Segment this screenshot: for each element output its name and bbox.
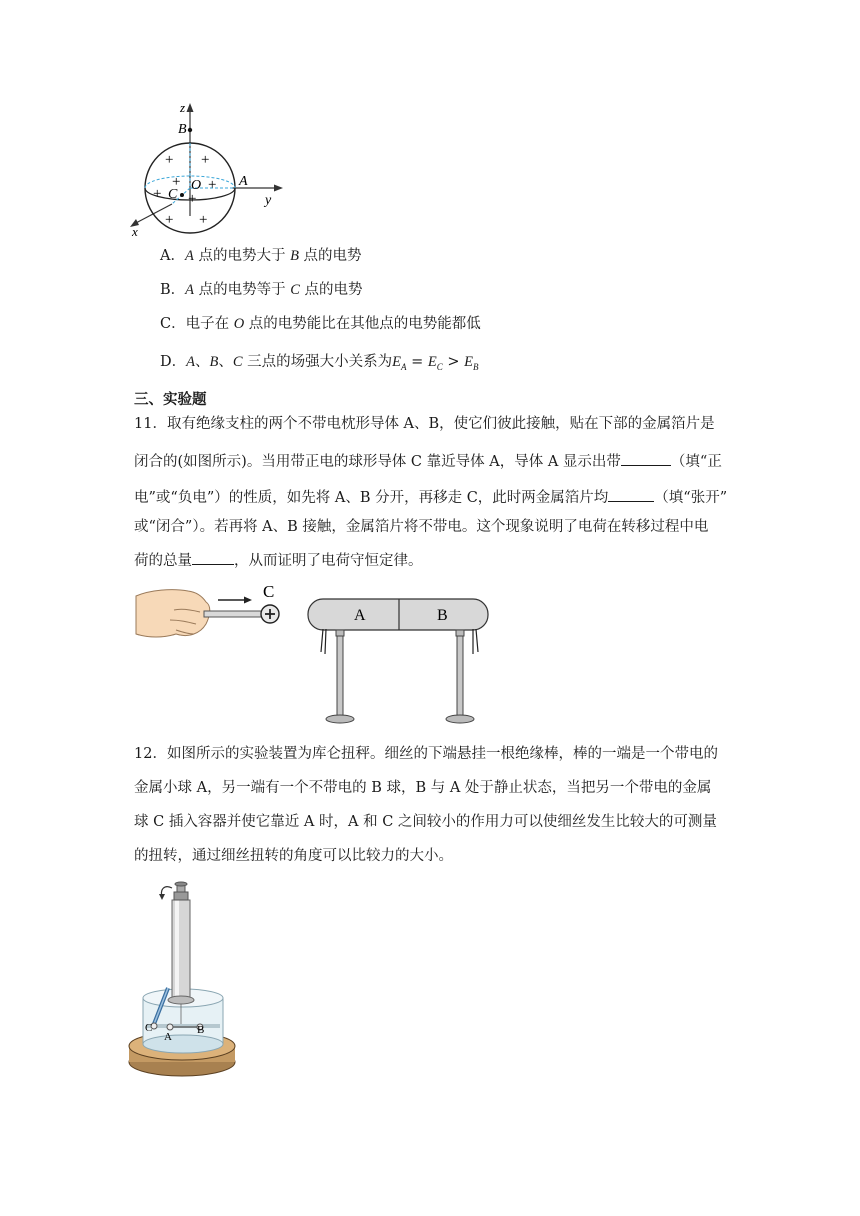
torsion-balance-figure	[126, 874, 246, 1086]
axis-x-label: x	[132, 224, 138, 239]
q12-line-1: 12．如图所示的实验装置为库仑扭秤。细丝的下端悬挂一根绝缘棒，棒的一端是一个带电的	[134, 746, 718, 762]
option-b: B．A 点的电势等于 C 点的电势	[160, 282, 363, 298]
plus-sign: +	[208, 177, 217, 193]
option-a: A．A 点的电势大于 B 点的电势	[160, 248, 362, 264]
plus-sign: +	[165, 152, 174, 168]
q11-line-5: 荷的总量 ，从而证明了电荷守恒定律。	[134, 549, 734, 571]
plus-sign: +	[201, 152, 210, 168]
axis-z-label: z	[180, 100, 186, 115]
section-title: 三、实验题	[134, 392, 207, 408]
q11-line-3: 电”或“负电”）的性质，如先将 A、B 分开，再移走 C，此时两金属箔片均 （填“张开”	[134, 486, 734, 508]
plus-sign: +	[165, 212, 174, 228]
ball-b-label: B	[197, 1024, 205, 1036]
ball-a-label: A	[164, 1031, 172, 1043]
q12-line-4: 的扭转，通过细丝扭转的角度可以比较力的大小。	[134, 848, 453, 864]
q12-line-2: 金属小球 A，另一端有一个不带电的 B 球，B 与 A 处于静止状态，当把另一个带电的金属	[134, 780, 712, 796]
q11-line-2: 闭合的(如图所示)。当用带正电的球形导体 C 靠近导体 A，导体 A 显示出带 （填“正	[134, 450, 734, 472]
plus-sign: +	[153, 186, 162, 202]
ball-c-label: C	[145, 1022, 153, 1034]
plus-sign: +	[172, 174, 181, 190]
answer-blank-2[interactable]	[608, 486, 654, 502]
option-c: C．电子在 O 点的电势能比在其他点的电势能都低	[160, 316, 481, 332]
point-b-label: B	[178, 122, 187, 137]
answer-blank-3[interactable]	[192, 549, 234, 565]
sphere-c-label: C	[263, 582, 275, 601]
plus-sign: +	[188, 191, 197, 207]
answer-blank-1[interactable]	[621, 450, 671, 466]
point-c-label: C	[168, 187, 178, 202]
sphere-axes-figure	[128, 100, 288, 240]
q12-line-3: 球 C 插入容器并使它靠近 A 时，A 和 C 之间较小的作用力可以使细丝发生比较大的可测量	[134, 814, 717, 830]
point-a-label: A	[239, 174, 248, 189]
plus-sign: +	[199, 212, 208, 228]
q11-line-4: 或“闭合”）。若再将 A、B 接触，金属箔片将不带电。这个现象说明了电荷在转移过程中电	[134, 519, 709, 535]
axis-y-label: y	[265, 193, 272, 208]
conductor-a-label: A	[354, 607, 366, 624]
conductor-b-label: B	[437, 607, 448, 624]
q11-line-1: 11．取有绝缘支柱的两个不带电枕形导体 A、B，使它们彼此接触，贴在下部的金属箔片是	[134, 416, 715, 432]
point-o-label: O	[191, 178, 202, 193]
conductor-figure	[130, 582, 500, 732]
option-d: D．A、B、C 三点的场强大小关系为$E_A = E_C > E_B$	[160, 354, 479, 372]
